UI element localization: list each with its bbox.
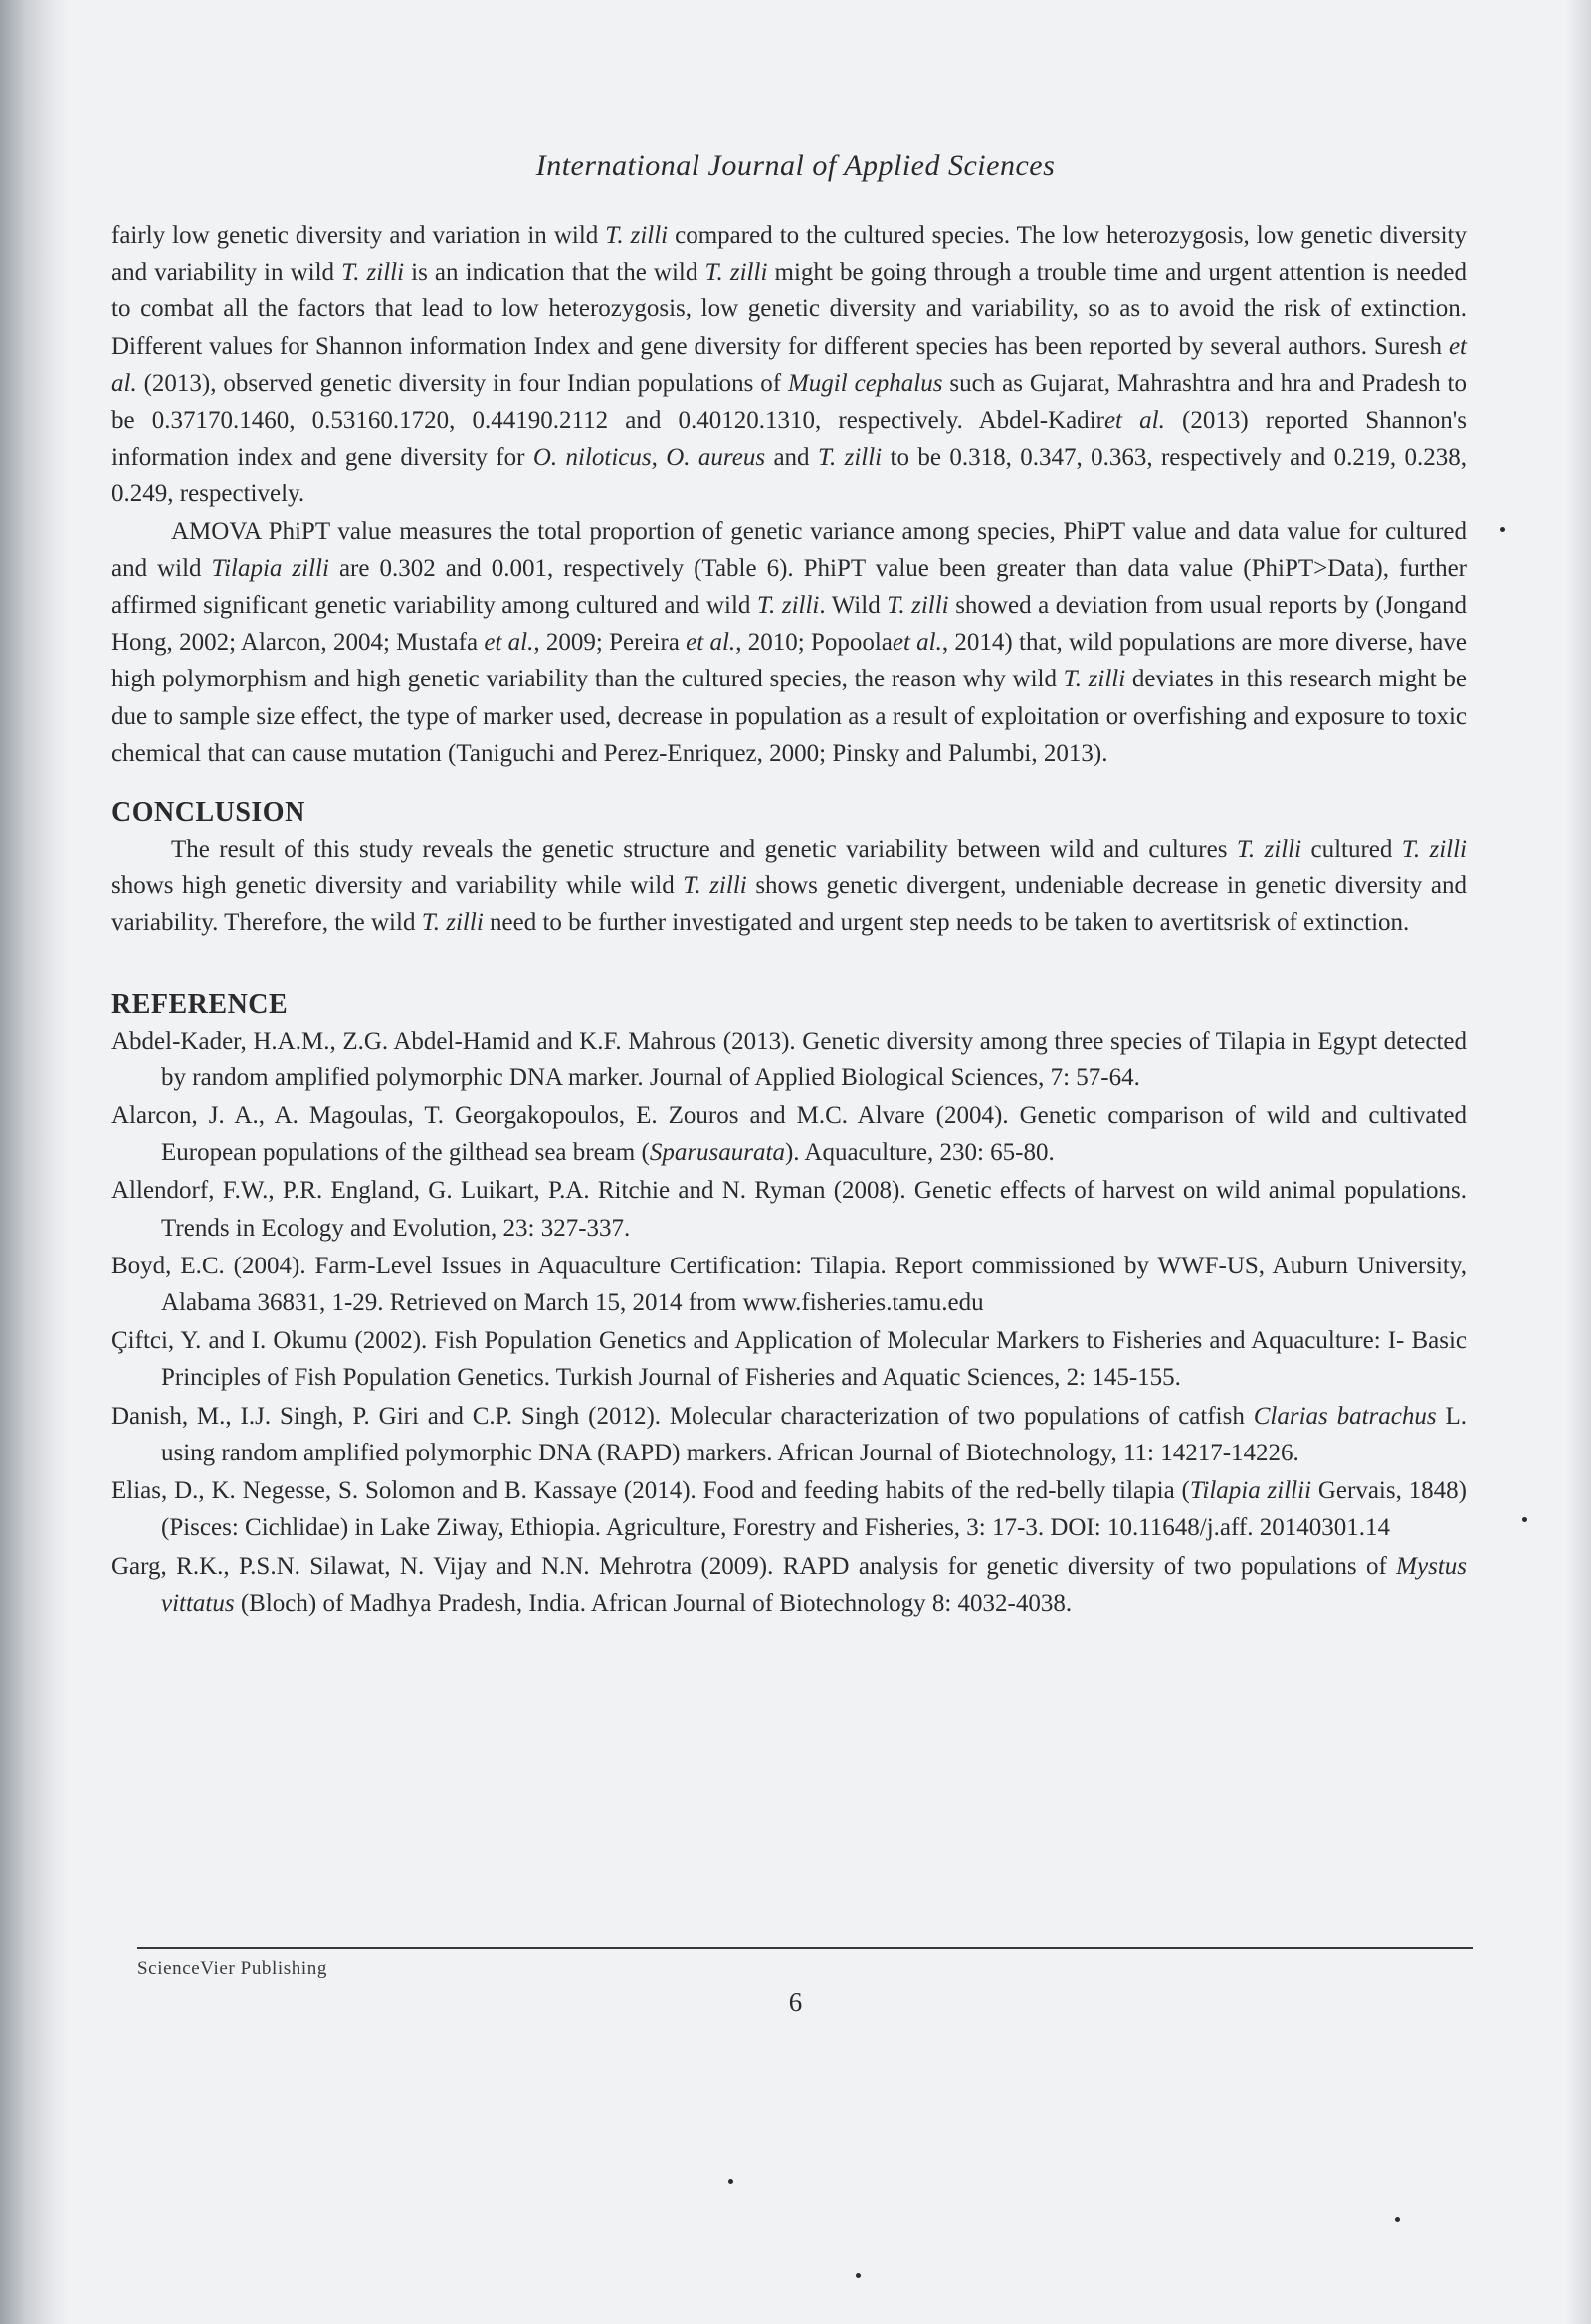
- reference-item: Elias, D., K. Negesse, S. Solomon and B. Kassaye (2014). Food and feeding habits of the red-belly tilapia (Tilapia zillii Gervais, 1848) (Pisces: Cichlidae) in Lake Ziway, Ethiopia. Agriculture, Forestry and Fisheries, 3: 17-3. DOI: 10.11648/j.aff. 20140301.14: [111, 1477, 1467, 1542]
- scan-shadow-left: [0, 0, 70, 2324]
- reference-item: Boyd, E.C. (2004). Farm-Level Issues in Aquaculture Certification: Tilapia. Report commissioned by WWF-US, Auburn University, Alabama 36831, 1-29. Retrieved on March 15, 2014 from www.fisheries.tamu.edu: [111, 1252, 1467, 1317]
- reference-list: [111, 1023, 1467, 1622]
- reference-item: Çiftci, Y. and I. Okumu (2002). Fish Population Genetics and Application of Molecular Markers to Fisheries and Aquaculture: I- Basic Principles of Fish Population Genetics. Turkish Journal of Fisheries and Aquatic Sciences, 2: 145-155.: [111, 1327, 1467, 1392]
- reference-item: Allendorf, F.W., P.R. England, G. Luikart, P.A. Ritchie and N. Ryman (2008). Genetic effects of harvest on wild animal populations. Trends in Ecology and Evolution, 23: 327-337.: [111, 1177, 1467, 1242]
- reference-item: Danish, M., I.J. Singh, P. Giri and C.P. Singh (2012). Molecular characterization of two populations of catfish Clarias batrachus L. using random amplified polymorphic DNA (RAPD) markers. African Journal of Biotechnology, 11: 14217-14226.: [111, 1402, 1467, 1466]
- body-paragraph-1: fairly low genetic diversity and variation in wild T. zilli compared to the cultured species. The low heterozygosis, low genetic diversity and variability in wild T. zilli is an indication that the wild T. zilli might be going through a trouble time and urgent attention is needed to combat all the factors that lead to low heterozygosis, low genetic diversity and variability, so as to avoid the risk of extinction. Different values for Shannon information Index and gene diversity for different species has been reported by several authors. Suresh et al. (2013), observed genetic diversity in four Indian populations of Mugil cephalus such as Gujarat, Mahrashtra and hra and Pradesh to be 0.37170.1460, 0.53160.1720, 0.44190.2112 and 0.40120.1310, respectively. Abdel-Kadiret al. (2013) reported Shannon's information index and gene diversity for O. niloticus, O. aureus and T. zilli to be 0.318, 0.347, 0.363, respectively and 0.219, 0.238, 0.249, respectively.: [111, 222, 1468, 508]
- reference-item: Abdel-Kader, H.A.M., Z.G. Abdel-Hamid and K.F. Mahrous (2013). Genetic diversity among three species of Tilapia in Egypt detected by random amplified polymorphic DNA marker. Journal of Applied Biological Sciences, 7: 57-64.: [111, 1027, 1467, 1091]
- scan-speck: [1522, 1517, 1527, 1522]
- conclusion-heading: CONCLUSION: [111, 797, 305, 829]
- page-body: [111, 217, 1467, 1622]
- publisher-name: ScienceVier Publishing: [137, 1958, 327, 1979]
- scan-speck: [728, 2179, 733, 2184]
- reference-heading: REFERENCE: [111, 988, 289, 1020]
- reference-item: Garg, R.K., P.S.N. Silawat, N. Vijay and N.N. Mehrotra (2009). RAPD analysis for genetic diversity of two populations of Mystus vittatus (Bloch) of Madhya Pradesh, India. African Journal of Biotechnology 8: 4032-4038.: [111, 1552, 1467, 1617]
- reference-item: Alarcon, J. A., A. Magoulas, T. Georgakopoulos, E. Zouros and M.C. Alvare (2004). Genetic comparison of wild and cultivated European populations of the gilthead sea bream (Sparusaurata). Aquaculture, 230: 65-80.: [111, 1102, 1467, 1167]
- scan-speck: [1395, 2217, 1400, 2222]
- scan-speck: [1500, 527, 1505, 532]
- body-paragraph-2: AMOVA PhiPT value measures the total proportion of genetic variance among species, PhiPT value and data value for cultured and wild Tilapia zilli are 0.302 and 0.001, respectively (Table 6). PhiPT value been greater than data value (PhiPT>Data), further affirmed significant genetic variability among cultured and wild T. zilli. Wild T. zilli showed a deviation from usual reports by (Jongand Hong, 2002; Alarcon, 2004; Mustafa et al., 2009; Pereira et al., 2010; Popoolaet al., 2014) that, wild populations are more diverse, have high polymorphism and high genetic variability than the cultured species, the reason why wild T. zilli deviates in this research might be due to sample size effect, the type of marker used, decrease in population as a result of exploitation or overfishing and exposure to toxic chemical that can cause mutation (Taniguchi and Perez-Enriquez, 2000; Pinsky and Palumbi, 2013).: [111, 517, 1468, 767]
- footer-divider: [137, 1947, 1473, 1949]
- page-number: 6: [788, 1987, 803, 2017]
- scan-shadow-right: [1565, 0, 1591, 2324]
- conclusion-paragraph: The result of this study reveals the genetic structure and genetic variability between wild and cultures T. zilli cultured T. zilli shows high genetic diversity and variability while wild T. zilli shows genetic divergent, undeniable decrease in genetic diversity and variability. Therefore, the wild T. zilli need to be further investigated and urgent step needs to be taken to avertitsrisk of extinction.: [111, 836, 1468, 937]
- journal-header: International Journal of Applied Sciences: [535, 149, 1056, 182]
- scan-speck: [856, 2273, 861, 2278]
